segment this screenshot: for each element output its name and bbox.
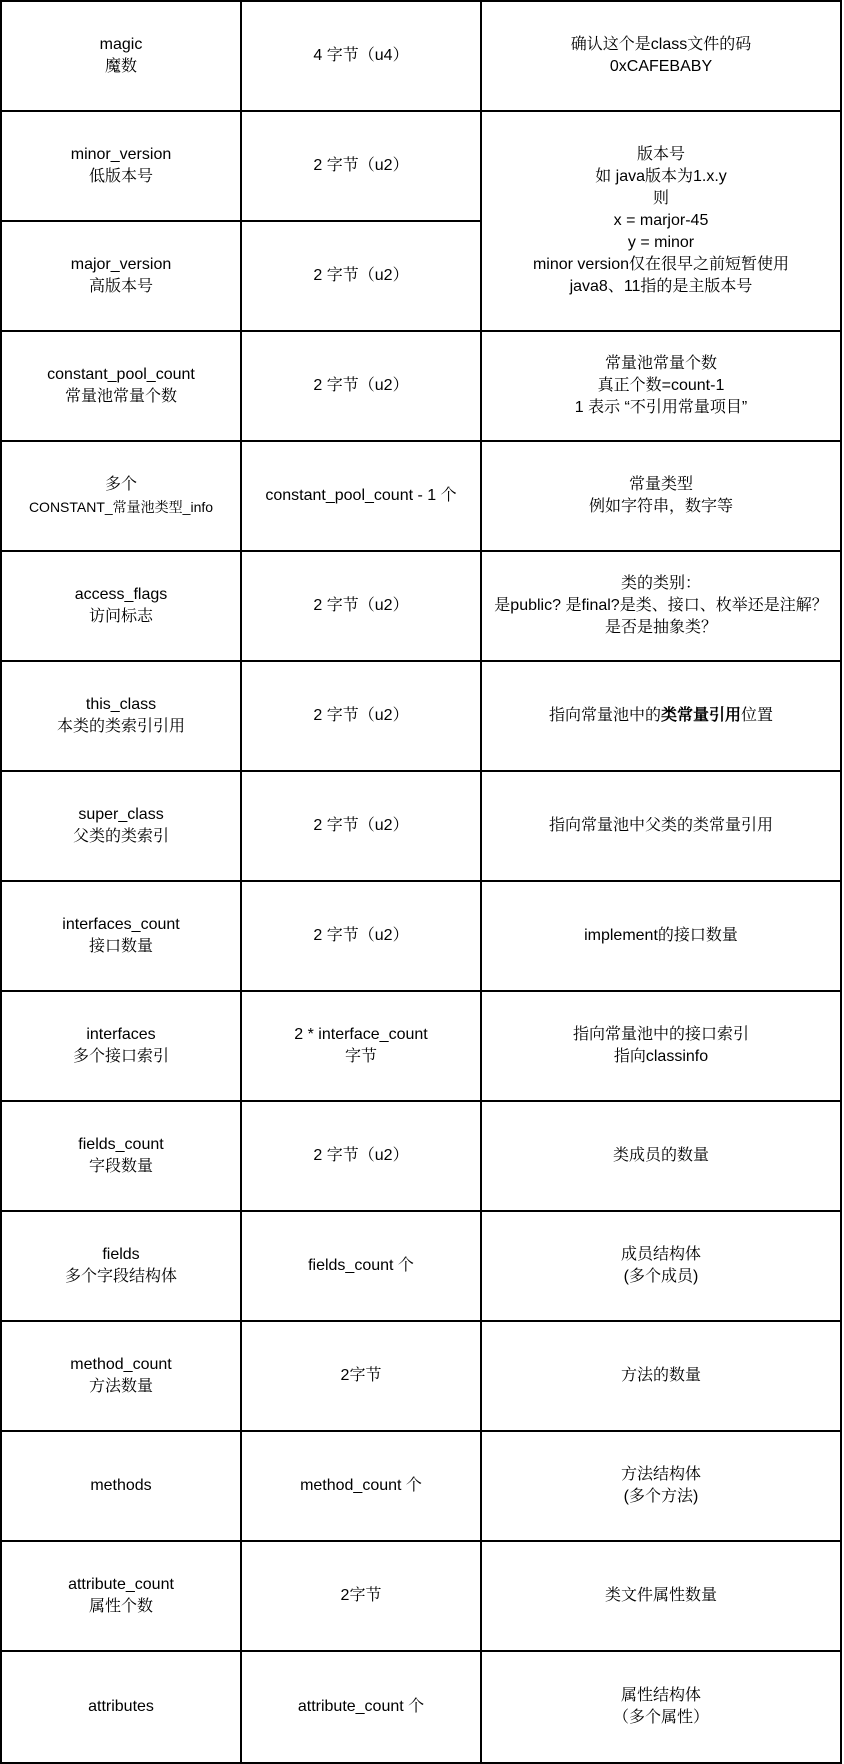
- field-name: attribute_count: [68, 1576, 174, 1593]
- note-line: 版本号: [636, 146, 685, 163]
- table-cell-size: [242, 662, 482, 772]
- table-cell-field: [2, 1432, 242, 1542]
- table-cell-field: [2, 222, 242, 332]
- field-desc: 魔数: [104, 58, 137, 75]
- note-part: 指向常量池中的: [548, 707, 661, 724]
- table-cell-notes: [482, 552, 840, 662]
- table-cell-notes: [482, 332, 840, 442]
- table-cell-notes: [482, 882, 840, 992]
- note-line: java8、11指的是主版本号: [569, 278, 753, 295]
- field-name: access_flags: [74, 586, 168, 603]
- field-desc: 高版本号: [88, 278, 153, 295]
- table-cell-size: [242, 1212, 482, 1322]
- table-cell-field: [2, 662, 242, 772]
- note-part-bold: 类常量引用: [660, 707, 741, 724]
- table-cell-size: [242, 1102, 482, 1212]
- table-cell-field: [2, 1652, 242, 1762]
- field-name: major_version: [70, 256, 172, 273]
- field-desc: 多个接口索引: [72, 1048, 169, 1065]
- field-size: method_count 个: [300, 1477, 422, 1494]
- field-desc: 多个字段结构体: [64, 1268, 177, 1285]
- table-cell-size: [242, 332, 482, 442]
- field-name: methods: [90, 1477, 152, 1494]
- table-cell-size: [242, 112, 482, 222]
- note-line: 指向常量池中的接口索引: [572, 1026, 749, 1043]
- field-desc: CONSTANT_常量池类型_info: [28, 499, 214, 515]
- field-size: 4 字节（u4）: [313, 47, 409, 64]
- table-cell-field: [2, 332, 242, 442]
- field-name: constant_pool_count: [47, 366, 195, 383]
- note-line: 常量类型: [628, 476, 693, 493]
- table-cell-size: [242, 1322, 482, 1432]
- note-line: 如 java版本为1.x.y: [595, 168, 727, 185]
- field-name: fields: [102, 1246, 140, 1263]
- note-line: [549, 705, 773, 727]
- field-size: 2 字节（u2）: [313, 377, 409, 394]
- table-cell-size: [242, 442, 482, 552]
- note-line: 方法的数量: [620, 1367, 701, 1384]
- table-cell-notes: [482, 662, 840, 772]
- note-line: 确认这个是class文件的码: [570, 36, 752, 53]
- note-line: 则: [652, 190, 669, 207]
- note-line: 1 表示 “不引用常量项目”: [574, 399, 748, 416]
- table-cell-notes: [482, 992, 840, 1102]
- field-name: interfaces_count: [62, 916, 180, 933]
- table-cell-size: [242, 222, 482, 332]
- table-cell-field: [2, 442, 242, 552]
- field-size: 2 字节（u2）: [313, 597, 409, 614]
- table-cell-size: [242, 772, 482, 882]
- note-line: 0xCAFEBABY: [609, 58, 713, 75]
- field-size: 2 字节（u2）: [313, 157, 409, 174]
- field-desc: 方法数量: [88, 1378, 153, 1395]
- table-cell-notes: [482, 2, 840, 112]
- note-line: 成员结构体: [620, 1246, 701, 1263]
- note-line: 常量池常量个数: [604, 355, 717, 372]
- table-cell-size: [242, 1652, 482, 1762]
- field-size: constant_pool_count - 1 个: [265, 487, 457, 504]
- field-name: this_class: [85, 696, 157, 713]
- note-line: 指向常量池中父类的类常量引用: [548, 817, 773, 834]
- note-line: minor version仅在很早之前短暂使用: [532, 256, 790, 273]
- table-cell-field: [2, 1322, 242, 1432]
- field-name: method_count: [70, 1356, 172, 1373]
- field-name: interfaces: [86, 1026, 156, 1043]
- table-cell-version-notes: [482, 112, 840, 332]
- table-cell-notes: [482, 1322, 840, 1432]
- field-size: 2 字节（u2）: [313, 707, 409, 724]
- field-size-unit: 字节: [344, 1048, 377, 1065]
- note-line: 真正个数=count-1: [597, 377, 725, 394]
- field-name: super_class: [78, 806, 164, 823]
- field-desc: 低版本号: [88, 168, 153, 185]
- note-line: 类成员的数量: [612, 1147, 709, 1164]
- field-name: minor_version: [70, 146, 172, 163]
- table-cell-notes: [482, 1652, 840, 1762]
- field-desc: 字段数量: [88, 1158, 153, 1175]
- field-name: 多个: [104, 476, 137, 493]
- note-line: y = minor: [627, 234, 695, 251]
- field-size: 2字节: [340, 1367, 382, 1384]
- note-line: implement的接口数量: [584, 927, 738, 944]
- table-cell-field: [2, 552, 242, 662]
- table-cell-notes: [482, 1432, 840, 1542]
- table-cell-notes: [482, 772, 840, 882]
- table-cell-field: [2, 882, 242, 992]
- table-cell-notes: [482, 442, 840, 552]
- note-line: 属性结构体: [620, 1687, 701, 1704]
- field-size: 2 字节（u2）: [313, 1147, 409, 1164]
- table-cell-size: [242, 2, 482, 112]
- table-cell-field: [2, 2, 242, 112]
- field-desc: 接口数量: [88, 938, 153, 955]
- note-part: 位置: [741, 707, 774, 724]
- table-cell-field: [2, 772, 242, 882]
- note-line: (多个成员): [623, 1268, 699, 1285]
- field-size: 2 * interface_count: [294, 1026, 428, 1043]
- field-desc: 访问标志: [88, 608, 153, 625]
- field-size: 2字节: [340, 1587, 382, 1604]
- table-cell-field: [2, 1542, 242, 1652]
- note-line: x = marjor-45: [613, 212, 709, 229]
- table-cell-notes: [482, 1212, 840, 1322]
- note-line: 例如字符串，数字等: [588, 498, 733, 515]
- note-line: 是public? 是final?是类、接口、枚举还是注解？是否是抽象类？: [494, 597, 828, 636]
- field-size: 2 字节（u2）: [313, 927, 409, 944]
- table-cell-size: [242, 992, 482, 1102]
- field-size: 2 字节（u2）: [313, 267, 409, 284]
- note-line: (多个方法): [623, 1488, 699, 1505]
- table-cell-size: [242, 1542, 482, 1652]
- table-cell-notes: [482, 1542, 840, 1652]
- table-cell-field: [2, 112, 242, 222]
- table-cell-size: [242, 882, 482, 992]
- field-name: fields_count: [78, 1136, 164, 1153]
- note-line: （多个属性）: [612, 1709, 709, 1726]
- note-line: 方法结构体: [620, 1466, 701, 1483]
- table-cell-field: [2, 992, 242, 1102]
- table-cell-field: [2, 1212, 242, 1322]
- field-size: attribute_count 个: [297, 1698, 425, 1715]
- field-desc: 父类的类索引: [72, 828, 169, 845]
- field-name: attributes: [88, 1698, 154, 1715]
- field-size: fields_count 个: [308, 1257, 414, 1274]
- note-line: 类文件属性数量: [604, 1587, 717, 1604]
- table-cell-size: [242, 552, 482, 662]
- field-desc: 常量池常量个数: [64, 388, 177, 405]
- table-cell-notes: [482, 1102, 840, 1212]
- field-desc: 属性个数: [88, 1598, 153, 1615]
- table-cell-size: [242, 1432, 482, 1542]
- field-name: magic: [99, 36, 143, 53]
- note-line: 指向classinfo: [613, 1048, 709, 1065]
- field-size: 2 字节（u2）: [313, 817, 409, 834]
- field-desc: 本类的类索引引用: [56, 718, 185, 735]
- note-line: 类的类别：: [620, 575, 701, 592]
- table-cell-field: [2, 1102, 242, 1212]
